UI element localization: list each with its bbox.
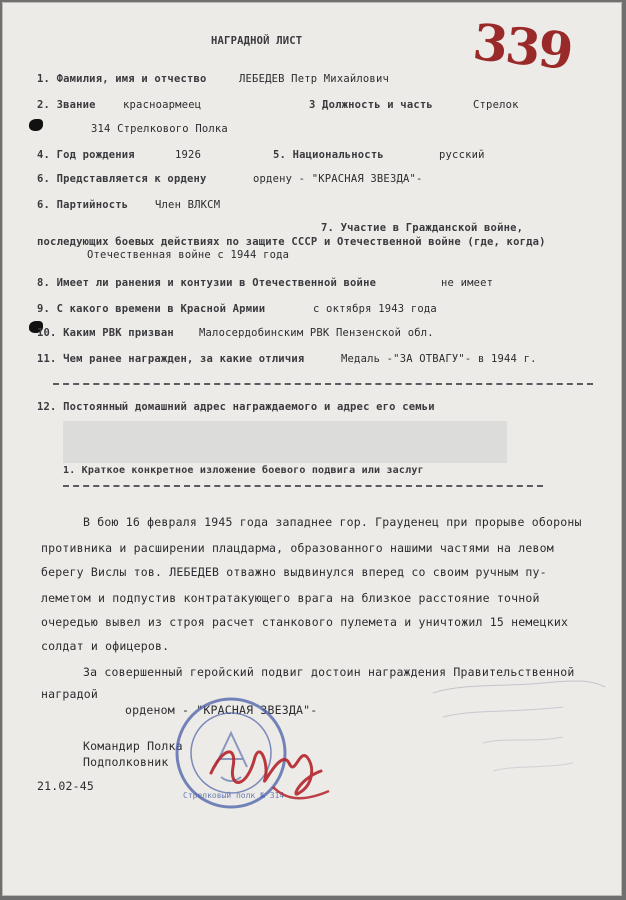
conclusion-line: наградой <box>41 687 98 701</box>
field-label-army-since: 9. С какого времени в Красной Армии <box>37 303 266 315</box>
signature-rank: Подполковник <box>83 755 169 769</box>
field-label-nationality: 5. Национальность <box>273 149 384 161</box>
field-label-prior-awards: 11. Чем ранее награжден, за какие отличия <box>37 353 305 365</box>
blank-line <box>63 485 543 487</box>
punch-hole <box>29 119 43 131</box>
field-value-draft-office: Малосердобинским РВК Пензенской обл. <box>199 327 434 339</box>
field-value-unit: 314 Стрелкового Полка <box>91 123 228 135</box>
field-value-rank: красноармеец <box>123 99 202 111</box>
conclusion-line: За совершенный геройский подвиг достоин награждения Правительственной <box>83 665 575 679</box>
field-label-position: 3 Должность и часть <box>309 99 433 111</box>
field-value-war-service: Отечественная войне с 1944 года <box>87 249 290 261</box>
field-label-rank: 2. Звание <box>37 99 96 111</box>
signature-mark <box>203 727 343 807</box>
award-sheet <box>2 2 622 896</box>
blank-line <box>53 383 593 385</box>
field-value-wounds: не имеет <box>441 277 494 289</box>
stamp-text: Стрелковый полк № 314 <box>183 791 285 800</box>
signature-title: Командир Полка <box>83 739 183 753</box>
document-date: 21.02-45 <box>37 779 94 793</box>
field-value-order: ордену - "КРАСНАЯ ЗВЕЗДА"- <box>253 173 423 185</box>
field-label-war-service: 7. Участие в Гражданской войне, последующих боевых действиях по защите СССР и Отечественной войне (где, когда) <box>37 222 546 248</box>
conclusion-line: орденом - "КРАСНАЯ ЗВЕЗДА"- <box>125 703 318 717</box>
field-value-birth-year: 1926 <box>175 149 202 161</box>
field-label-address: 12. Постоянный домашний адрес награждаемого и адрес его семьи <box>37 401 435 413</box>
document-title: НАГРАДНОЙ ЛИСТ <box>211 35 303 47</box>
body-line: леметом и подпустив контратакующего врага на близкое расстояние точной <box>41 591 540 605</box>
body-line: берегу Вислы тов. ЛЕБЕДЕВ отважно выдвинулся вперед со своим ручным пу- <box>41 565 547 579</box>
section-heading: 1. Краткое конкретное изложение боевого подвига или заслуг <box>63 465 424 476</box>
field-label-order: 6. Представляется к ордену <box>37 173 207 185</box>
field-value-prior-awards: Медаль -"ЗА ОТВАГУ"- в 1944 г. <box>341 353 537 365</box>
field-label-birth-year: 4. Год рождения <box>37 149 135 161</box>
field-label-wounds: 8. Имеет ли ранения и контузии в Отечественной войне <box>37 277 377 289</box>
body-line: очередью вывел из строя расчет станкового пулемета и уничтожил 15 немецких <box>41 615 569 629</box>
redacted-address <box>63 421 507 463</box>
field-label-draft-office: 10. Каким РВК призван <box>37 327 174 339</box>
pencil-annotation <box>423 673 613 783</box>
field-label-name: 1. Фамилия, имя и отчество <box>37 73 207 85</box>
field-value-position: Стрелок <box>473 99 519 111</box>
field-value-party: Член ВЛКСМ <box>155 199 221 211</box>
body-line: солдат и офицеров. <box>41 639 170 653</box>
field-value-name: ЛЕБЕДЕВ Петр Михайлович <box>239 73 389 85</box>
body-line: противника и расширении плацдарма, образованного нашими частями на левом <box>41 541 554 555</box>
field-value-army-since: с октября 1943 года <box>313 303 437 315</box>
page-number: 339 <box>470 12 575 81</box>
field-label-party: 6. Партийность <box>37 199 129 211</box>
body-line: В бою 16 февраля 1945 года западнее гор. Грауденец при прорыве обороны <box>83 515 582 529</box>
field-value-nationality: русский <box>439 149 485 161</box>
